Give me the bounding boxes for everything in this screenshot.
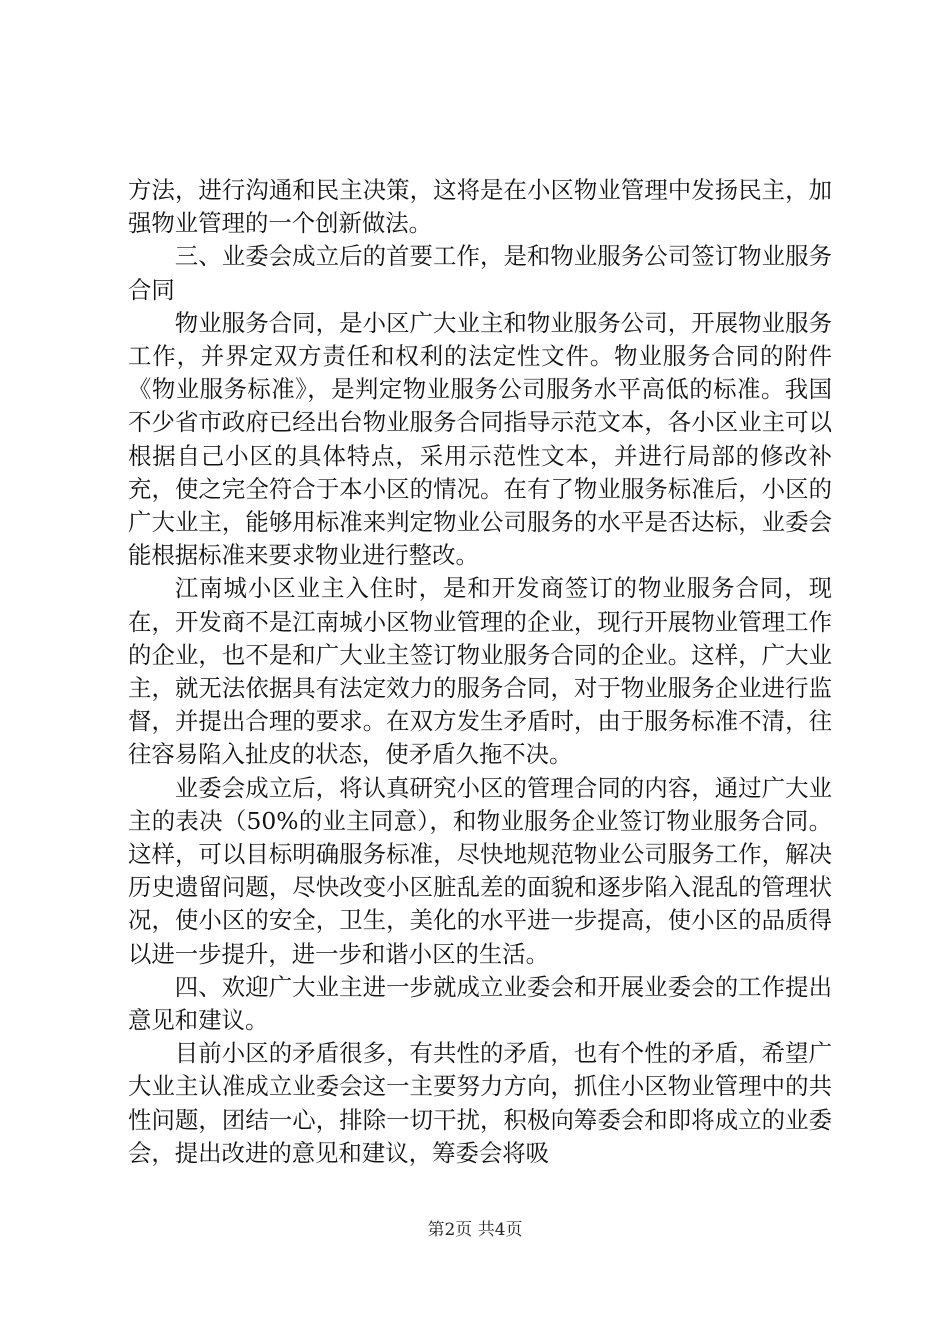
paragraph-after-committee: 业委会成立后，将认真研究小区的管理合同的内容，通过广大业主的表决（50%的业主同意），和物业服务企业签订物业服务合同。这样，可以目标明确服务标准，尽快地规范物业公司服务工作，解决历史遗留问题，尽快改变小区脏乱差的面貌和逐步陷入混乱的管理状况，使小区的安全，卫生，美化的水平进一步提高，使小区的品质得以进一步提升，进一步和谐小区的生活。	[128, 773, 832, 968]
paragraph-contract-definition: 物业服务合同，是小区广大业主和物业服务公司，开展物业服务工作，并界定双方责任和权利的法定性文件。物业服务合同的附件《物业服务标准》，是判定物业服务公司服务水平高低的标准。我国不少省市政府已经出台物业服务合同指导示范文本，各小区业主可以根据自己小区的具体特点，采用示范性文本，并进行局部的修改补充，使之完全符合于本小区的情况。在有了物业服务标准后，小区的广大业主，能够用标准来判定物业公司服务的水平是否达标，业委会能根据标准来要求物业进行整改。	[128, 308, 832, 570]
document-body	[128, 174, 832, 1170]
page-footer: 第2页 共4页	[427, 1220, 523, 1240]
section-heading-4: 四、欢迎广大业主进一步就成立业委会和开展业委会的工作提出意见和建议。	[128, 972, 832, 1035]
paragraph-current-issues: 目前小区的矛盾很多，有共性的矛盾，也有个性的矛盾，希望广大业主认准成立业委会这一主要努力方向，抓住小区物业管理中的共性问题，团结一心，排除一切干扰，积极向筹委会和即将成立的业委会，提出改进的意见和建议，筹委会将吸	[128, 1039, 832, 1167]
paragraph-continuation: 方法，进行沟通和民主决策，这将是在小区物业管理中发扬民主，加强物业管理的一个创新做法。	[128, 176, 832, 238]
section-heading-3: 三、业委会成立后的首要工作，是和物业服务公司签订物业服务合同	[128, 242, 832, 304]
paragraph-jiangnan-contract: 江南城小区业主入住时，是和开发商签订的物业服务合同，现在，开发商不是江南城小区物业管理的企业，现行开展物业管理工作的企业，也不是和广大业主签订物业服务合同的企业。这样，广大业主，就无法依据具有法定效力的服务合同，对于物业服务企业进行监督，并提出合理的要求。在双方发生矛盾时，由于服务标准不清，往往容易陷入扯皮的状态，使矛盾久拖不决。	[128, 574, 832, 769]
